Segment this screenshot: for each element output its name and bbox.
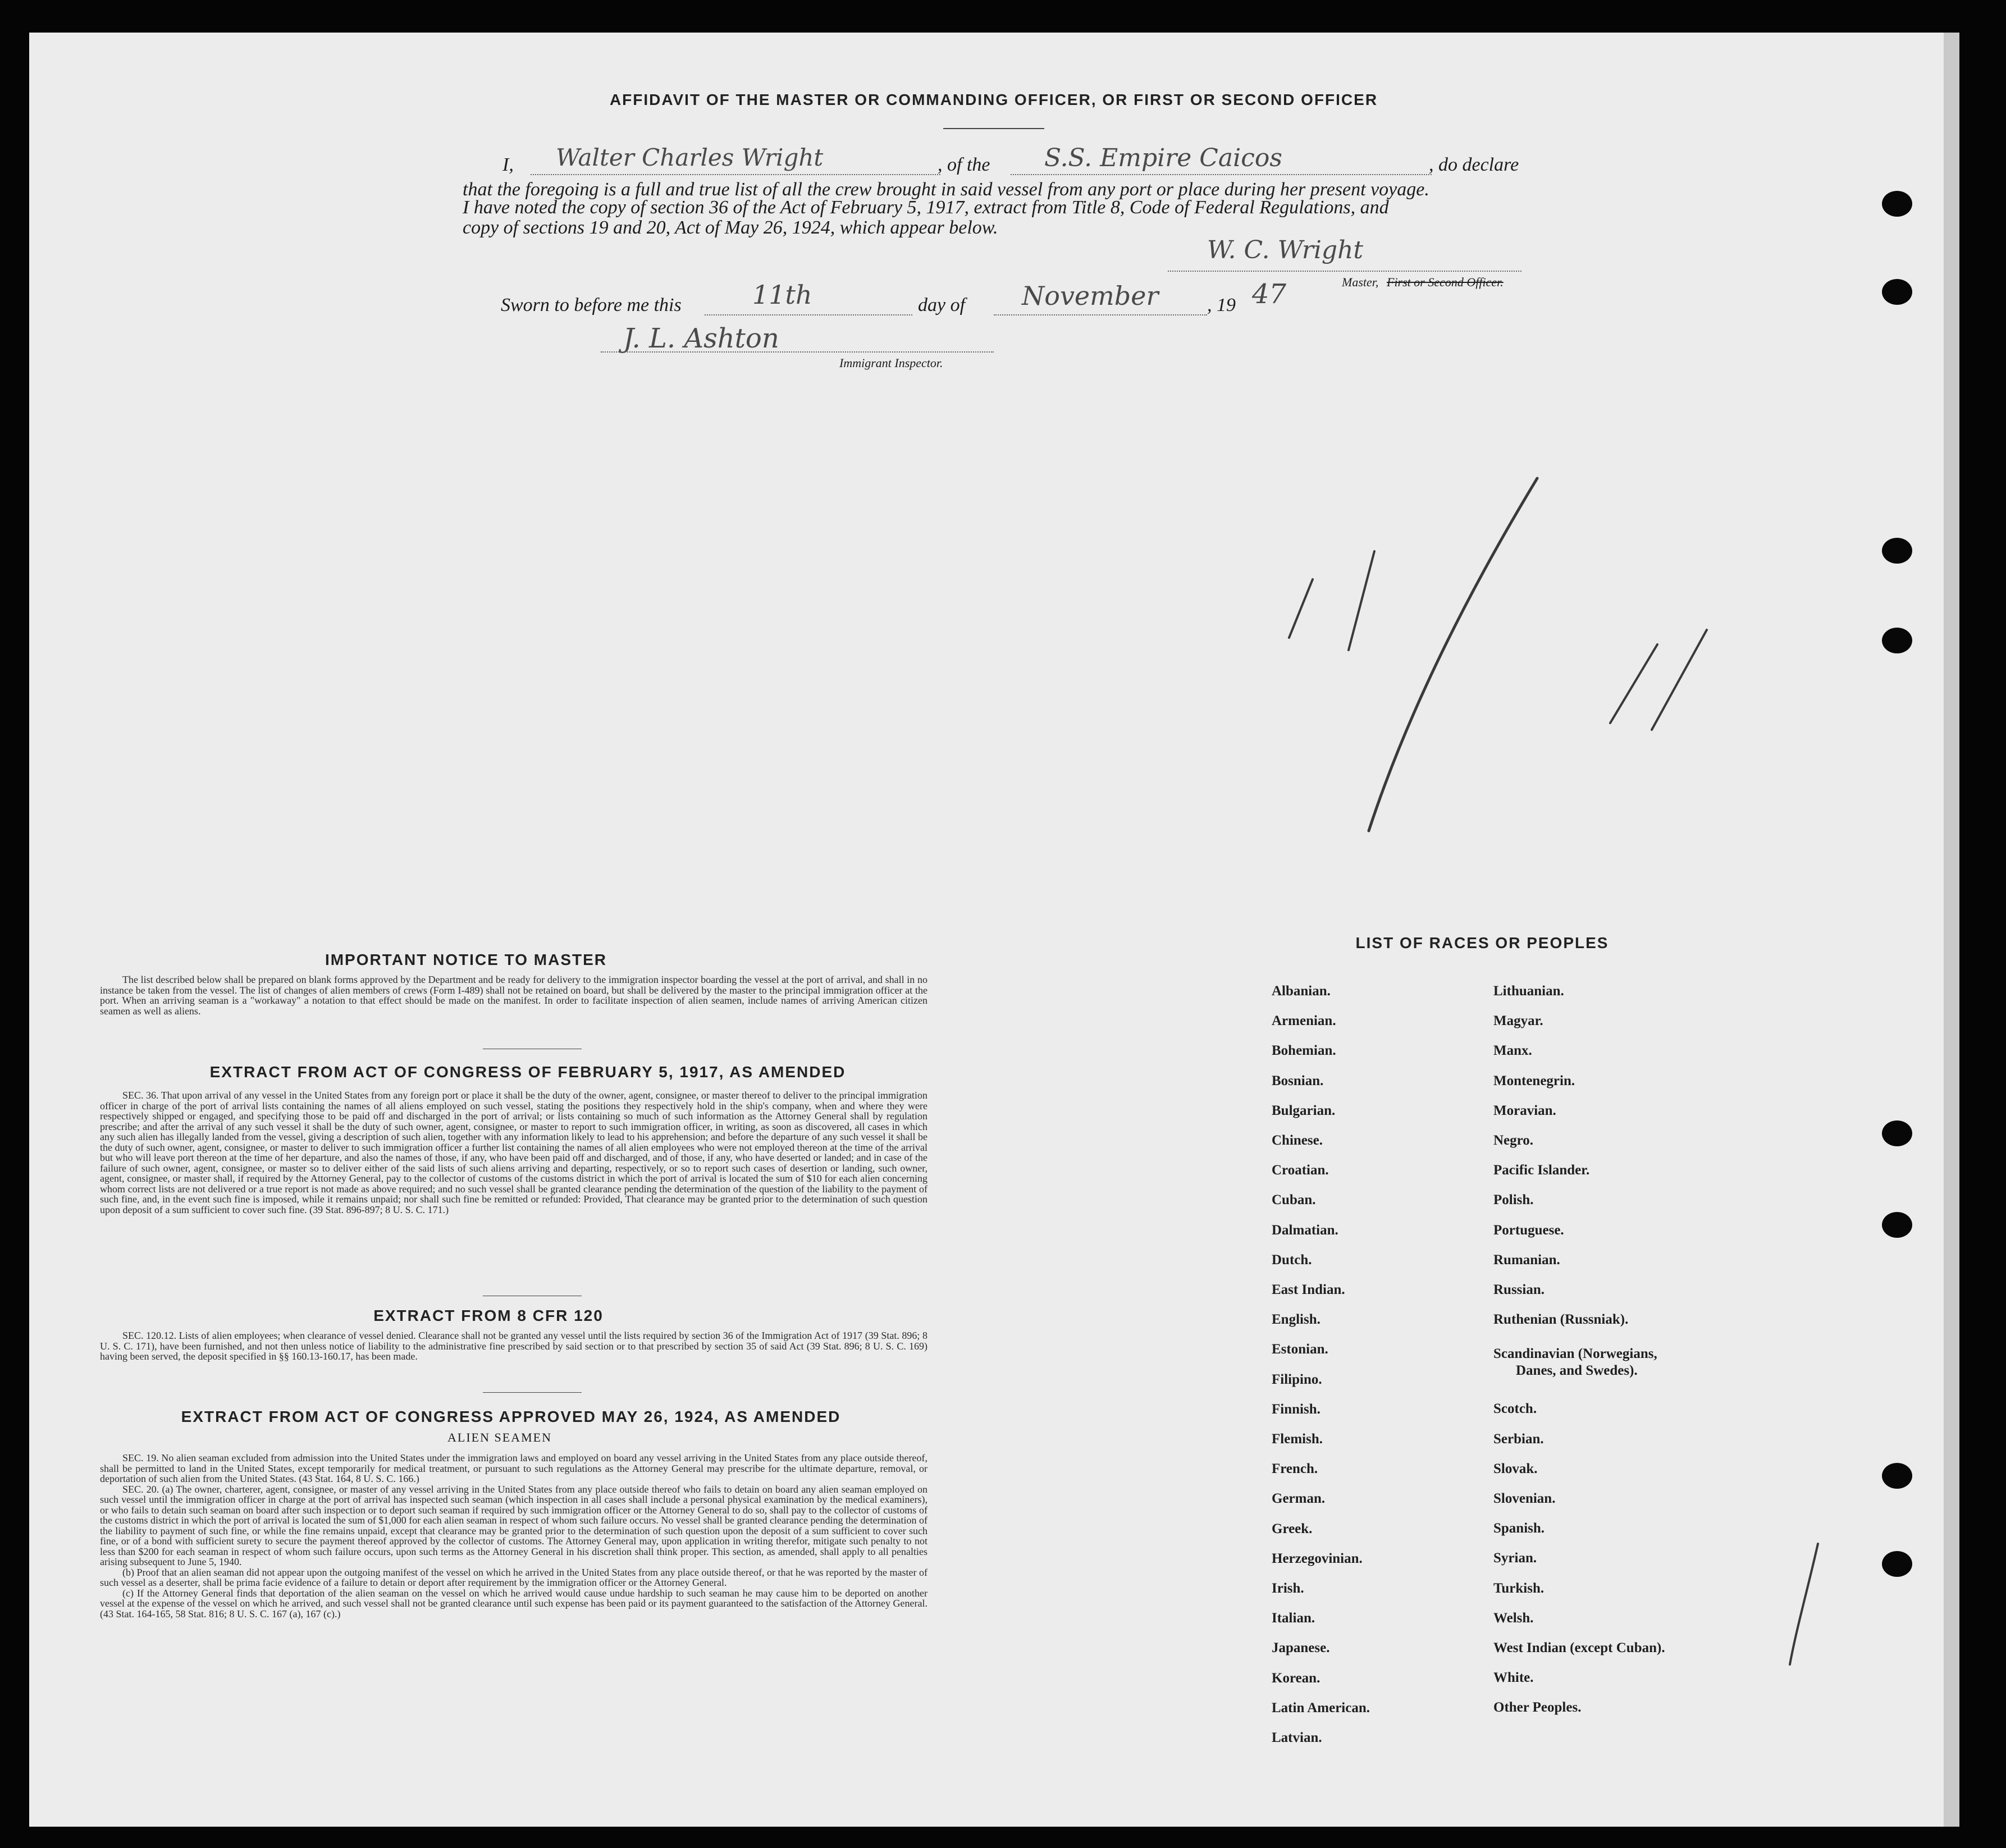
master-signature: W. C. Wright bbox=[1207, 236, 1364, 264]
declaration-line-4: copy of sections 19 and 20, Act of May 26, 1924, which appear below. bbox=[463, 217, 998, 238]
sec-19-paragraph: SEC. 19. No alien seaman excluded from admission into the United States under the immigration laws and employed on board any vessel arriving in the United States from any place outside thereof, shall be permitted to land in the United States, except temporarily for medical treatment, or pursuant to such regulations as the Attorney General may prescribe for the ultimate departure, removal, or deportation of such alien from the United States. (43 Stat. 164, 8 U. S. C. 166.) bbox=[100, 1452, 927, 1484]
race-item-right: Lithuanian. bbox=[1493, 984, 1564, 999]
race-item-right: Rumanian. bbox=[1493, 1252, 1560, 1268]
declaration-line-3: I have noted the copy of section 36 of the Act of February 5, 1917, extract from Title 8, Code of Federal Regulations, and bbox=[463, 197, 1389, 218]
vessel-name-handwritten: S.S. Empire Caicos bbox=[1044, 144, 1282, 172]
race-item-left: Armenian. bbox=[1272, 1013, 1336, 1029]
declaration-line-2: that the foregoing is a full and true list of all the crew brought in said vessel from any port or place during her present voyage. bbox=[463, 179, 1429, 200]
race-item-right: Magyar. bbox=[1493, 1013, 1543, 1029]
race-item-left: Latvian. bbox=[1272, 1730, 1322, 1745]
notice-title: IMPORTANT NOTICE TO MASTER bbox=[325, 951, 607, 968]
race-item-right: Negro. bbox=[1493, 1133, 1534, 1148]
extract-cfr-paragraph: SEC. 120.12. Lists of alien employees; when clearance of vessel denied. Clearance shall not be granted any vessel until the lists required by section 36 of the Immigration Act of 1917 (39 Stat. 896; 8 U. S. C. 171), have been furnished, and not then unless notice of liability to the administrative fine prescribed by said section or to that prescribed by section 35 of said Act (39 Stat. 896; 8 U. S. C. 169) having been served, the deposit specified in §§ 160.13-160.17, has been made. bbox=[100, 1330, 927, 1362]
extract-cfr-title: EXTRACT FROM 8 CFR 120 bbox=[373, 1307, 604, 1324]
race-item-left: German. bbox=[1272, 1491, 1326, 1507]
extract-1924-body bbox=[100, 1453, 927, 1619]
race-item-right: Slovenian. bbox=[1493, 1491, 1556, 1506]
sworn-month-handwritten: November bbox=[1022, 281, 1159, 311]
race-item-right: Montenegrin. bbox=[1493, 1073, 1575, 1088]
race-item-left: Italian. bbox=[1272, 1611, 1315, 1626]
race-item-left: Flemish. bbox=[1272, 1431, 1323, 1447]
race-item-right: Manx. bbox=[1493, 1043, 1532, 1059]
race-item-left: Japanese. bbox=[1272, 1640, 1330, 1656]
race-item-left: Korean. bbox=[1272, 1670, 1320, 1686]
sworn-day-handwritten: 11th bbox=[752, 280, 812, 310]
do-declare-label: , do declare bbox=[1429, 154, 1519, 175]
race-item-left: Dalmatian. bbox=[1272, 1222, 1338, 1238]
race-item-right: Slovak. bbox=[1493, 1461, 1538, 1476]
race-item-right: Other Peoples. bbox=[1493, 1700, 1582, 1716]
race-item-left: Estonian. bbox=[1272, 1342, 1328, 1357]
pen-stroke bbox=[1652, 630, 1707, 730]
race-item-left: Croatian. bbox=[1272, 1163, 1329, 1178]
extract-1924-title: EXTRACT FROM ACT OF CONGRESS APPROVED MAY 26, 1924, AS AMENDED bbox=[181, 1408, 841, 1425]
year-handwritten: 47 bbox=[1252, 278, 1287, 310]
of-the-label: , of the bbox=[938, 154, 990, 175]
race-item-left: French. bbox=[1272, 1461, 1318, 1477]
race-item-left: Filipino. bbox=[1272, 1371, 1322, 1387]
race-item-left: Latin American. bbox=[1272, 1700, 1370, 1716]
race-item-right: West Indian (except Cuban). bbox=[1493, 1640, 1665, 1655]
race-item-left: Herzegovinian. bbox=[1272, 1550, 1363, 1566]
notice-paragraph: The list described below shall be prepared on blank forms approved by the Department and be ready for delivery to the immigration inspector boarding the vessel at the port of arrival, and shall in no instance be taken from the vessel. The list of changes of alien members of crews (Form I-489) shall not be retained on board, but shall be delivered by the master to the principal immigration officer at the port. When an arriving seaman is a "workaway" a notation to that effect should be made on the manifest. In order to facilitate inspection of alien seamen, include names of arriving American citizen seamen as well as aliens. bbox=[100, 974, 927, 1017]
race-item-right: Pacific Islander. bbox=[1493, 1163, 1590, 1178]
master-caption: Master, bbox=[1342, 275, 1379, 289]
notice-body bbox=[100, 975, 927, 1016]
sec-20c-paragraph: (c) If the Attorney General finds that deportation of the alien seaman on the vessel on which he arrived would cause undue hardship to such seaman he may cause him to be deported on another vessel at the expense of the vessel on which he arrived, and such vessel shall not be granted clearance until such expense has been paid or its payment guaranteed to the satisfaction of the Attorney General. (43 Stat. 164-165, 58 Stat. 816; 8 U. S. C. 167 (a), 167 (c).) bbox=[100, 1587, 927, 1620]
race-item-right: Ruthenian (Russniak). bbox=[1493, 1312, 1629, 1328]
pen-stroke bbox=[1349, 551, 1374, 650]
race-item-left: Dutch. bbox=[1272, 1252, 1312, 1268]
race-item-right: Danes, and Swedes). bbox=[1516, 1363, 1638, 1379]
race-item-left: Bosnian. bbox=[1272, 1073, 1324, 1088]
race-item-right: Welsh. bbox=[1493, 1610, 1534, 1626]
pen-stroke bbox=[1289, 579, 1313, 638]
race-item-right: Scandinavian (Norwegians, bbox=[1493, 1346, 1657, 1362]
race-item-left: Bulgarian. bbox=[1272, 1103, 1336, 1118]
race-item-right: Serbian. bbox=[1493, 1431, 1544, 1447]
race-item-right: Spanish. bbox=[1493, 1521, 1545, 1536]
race-item-right: Portuguese. bbox=[1493, 1222, 1564, 1238]
race-item-left: Albanian. bbox=[1272, 984, 1331, 999]
declaration-pronoun: I, bbox=[502, 154, 514, 175]
extract-1917-body bbox=[100, 1090, 927, 1215]
pen-stroke bbox=[1790, 1544, 1818, 1664]
master-name-handwritten: Walter Charles Wright bbox=[556, 144, 824, 171]
race-item-right: Syrian. bbox=[1493, 1550, 1537, 1566]
race-item-right: Russian. bbox=[1493, 1282, 1545, 1297]
section-divider bbox=[483, 1392, 582, 1393]
race-item-right: Scotch. bbox=[1493, 1401, 1537, 1417]
race-item-left: East Indian. bbox=[1272, 1282, 1345, 1297]
race-item-left: Greek. bbox=[1272, 1521, 1313, 1536]
races-title: LIST OF RACES OR PEOPLES bbox=[1355, 934, 1609, 952]
inspector-caption: Immigrant Inspector. bbox=[839, 356, 943, 370]
race-item-right: Polish. bbox=[1493, 1192, 1534, 1208]
race-item-left: Cuban. bbox=[1272, 1192, 1316, 1208]
pen-stroke bbox=[1369, 478, 1537, 831]
alien-seamen-subtitle: ALIEN SEAMEN bbox=[447, 1430, 552, 1444]
sworn-prefix: Sworn to before me this bbox=[501, 295, 682, 315]
race-item-right: Moravian. bbox=[1493, 1103, 1556, 1118]
race-item-left: English. bbox=[1272, 1312, 1320, 1328]
race-item-left: Finnish. bbox=[1272, 1401, 1320, 1417]
race-item-right: Turkish. bbox=[1493, 1580, 1545, 1596]
extract-1917-title: EXTRACT FROM ACT OF CONGRESS OF FEBRUARY 5, 1917, AS AMENDED bbox=[209, 1063, 846, 1081]
race-item-left: Irish. bbox=[1272, 1581, 1304, 1596]
affidavit-title: AFFIDAVIT OF THE MASTER OR COMMANDING OFFICER, OR FIRST OR SECOND OFFICER bbox=[609, 91, 1378, 108]
inspector-signature: J. L. Ashton bbox=[623, 323, 779, 354]
sec-20b-paragraph: (b) Proof that an alien seaman did not appear upon the outgoing manifest of the vessel on which he arrived in the United States from any place outside thereof, or that he was reported by the master of such vessel as a deserter, shall be prima facie evidence of a failure to detain or deport after requirement by the immigration officer or the Attorney General. bbox=[100, 1566, 927, 1588]
pen-stroke bbox=[1610, 644, 1657, 723]
officer-caption-struck: First or Second Officer. bbox=[1387, 275, 1504, 289]
day-of-label: day of bbox=[918, 295, 966, 315]
race-item-right: White. bbox=[1493, 1670, 1534, 1686]
extract-1917-paragraph: SEC. 36. That upon arrival of any vessel in the United States from any foreign port or place it shall be the duty of the owner, agent, consignee, or master thereof to deliver to the principal immigration officer in charge of the port of arrival lists containing the names of all aliens employed on such vessel, stating the positions they respectively hold in the ship's company, when and where they were respectively shipped or engaged, and specifying those to be paid off and discharged in the port of arrival; or lists containing so much of such information as the Attorney General shall by regulation prescribe; and after the arrival of any such vessel it shall be the duty of such owner, agent, consignee, or master to report to such immigration officer, in writing, as soon as discovered, all cases in which any such alien has illegally landed from the vessel, giving a description of such alien, together with any information likely to lead to his apprehension; and before the departure of any such vessel it shall be the duty of such owner, agent, consignee, or master to deliver to such immigration officer a further list containing the names of all alien employees who were not employed thereon at the time of the arrival but who will leave port thereon at the time of her departure, and also the names of those, if any, who have been paid off and discharged, and of those, if any, who have deserted or landed; and in case of the failure of such owner, agent, consignee, or master so to deliver either of the said lists of such aliens arriving and departing, respectively, or so to report such cases of desertion or landing, such owner, agent, consignee, or master shall, if required by the Attorney General, pay to the collector of customs of the customs district in which the port of arrival is located the sum of $10 for each alien concerning whom correct lists are not delivered or a true report is not made as above required; and no such vessel shall be granted clearance pending the determination of the question of the liability to the payment of such fine, and, in the event such fine is imposed, while it remains unpaid; nor shall such fine be remitted or refunded: Provided, That clearance may be granted prior to the determination of such question upon deposit of a sum sufficient to cover such fine. (39 Stat. 896-897; 8 U. S. C. 171.) bbox=[100, 1090, 927, 1215]
race-item-left: Bohemian. bbox=[1272, 1043, 1336, 1059]
sec-20a-paragraph: SEC. 20. (a) The owner, charterer, agent, consignee, or master of any vessel arriving in the United States from any place outside thereof who fails to detain on board any alien seaman employed on such vessel until the immigration officer in charge at the port of arrival has inspected such seaman (which inspection in all cases shall include a personal physical examination by the medical examiners), or who fails to detain such seaman on board after such inspection or to deport such seaman if required by such immigration officer or the Attorney General to do so, shall pay to the collector of customs of the customs district in which the port of arrival is located the sum of $1,000 for each alien seaman in respect of whom such failure occurs. No vessel shall be granted clearance pending the determination of the liability to payment of such fine, or while the fine remains unpaid, except that clearance may be granted prior to the determination of such question upon the deposit of a sum sufficient to cover such fine, or of a bond with sufficient surety to secure the payment thereof approved by the collector of customs. The Attorney General may, upon application in writing therefor, mitigate such penalty to not less than $200 for each seaman in respect of whom such failure occurs, upon such terms as the Attorney General in his discretion shall think proper. This section, as amended, shall apply to all penalties arising subsequent to June 5, 1940. bbox=[100, 1483, 927, 1567]
extract-cfr-body bbox=[100, 1330, 927, 1362]
year-prefix: , 19 bbox=[1207, 295, 1236, 315]
race-item-left: Chinese. bbox=[1272, 1133, 1323, 1148]
